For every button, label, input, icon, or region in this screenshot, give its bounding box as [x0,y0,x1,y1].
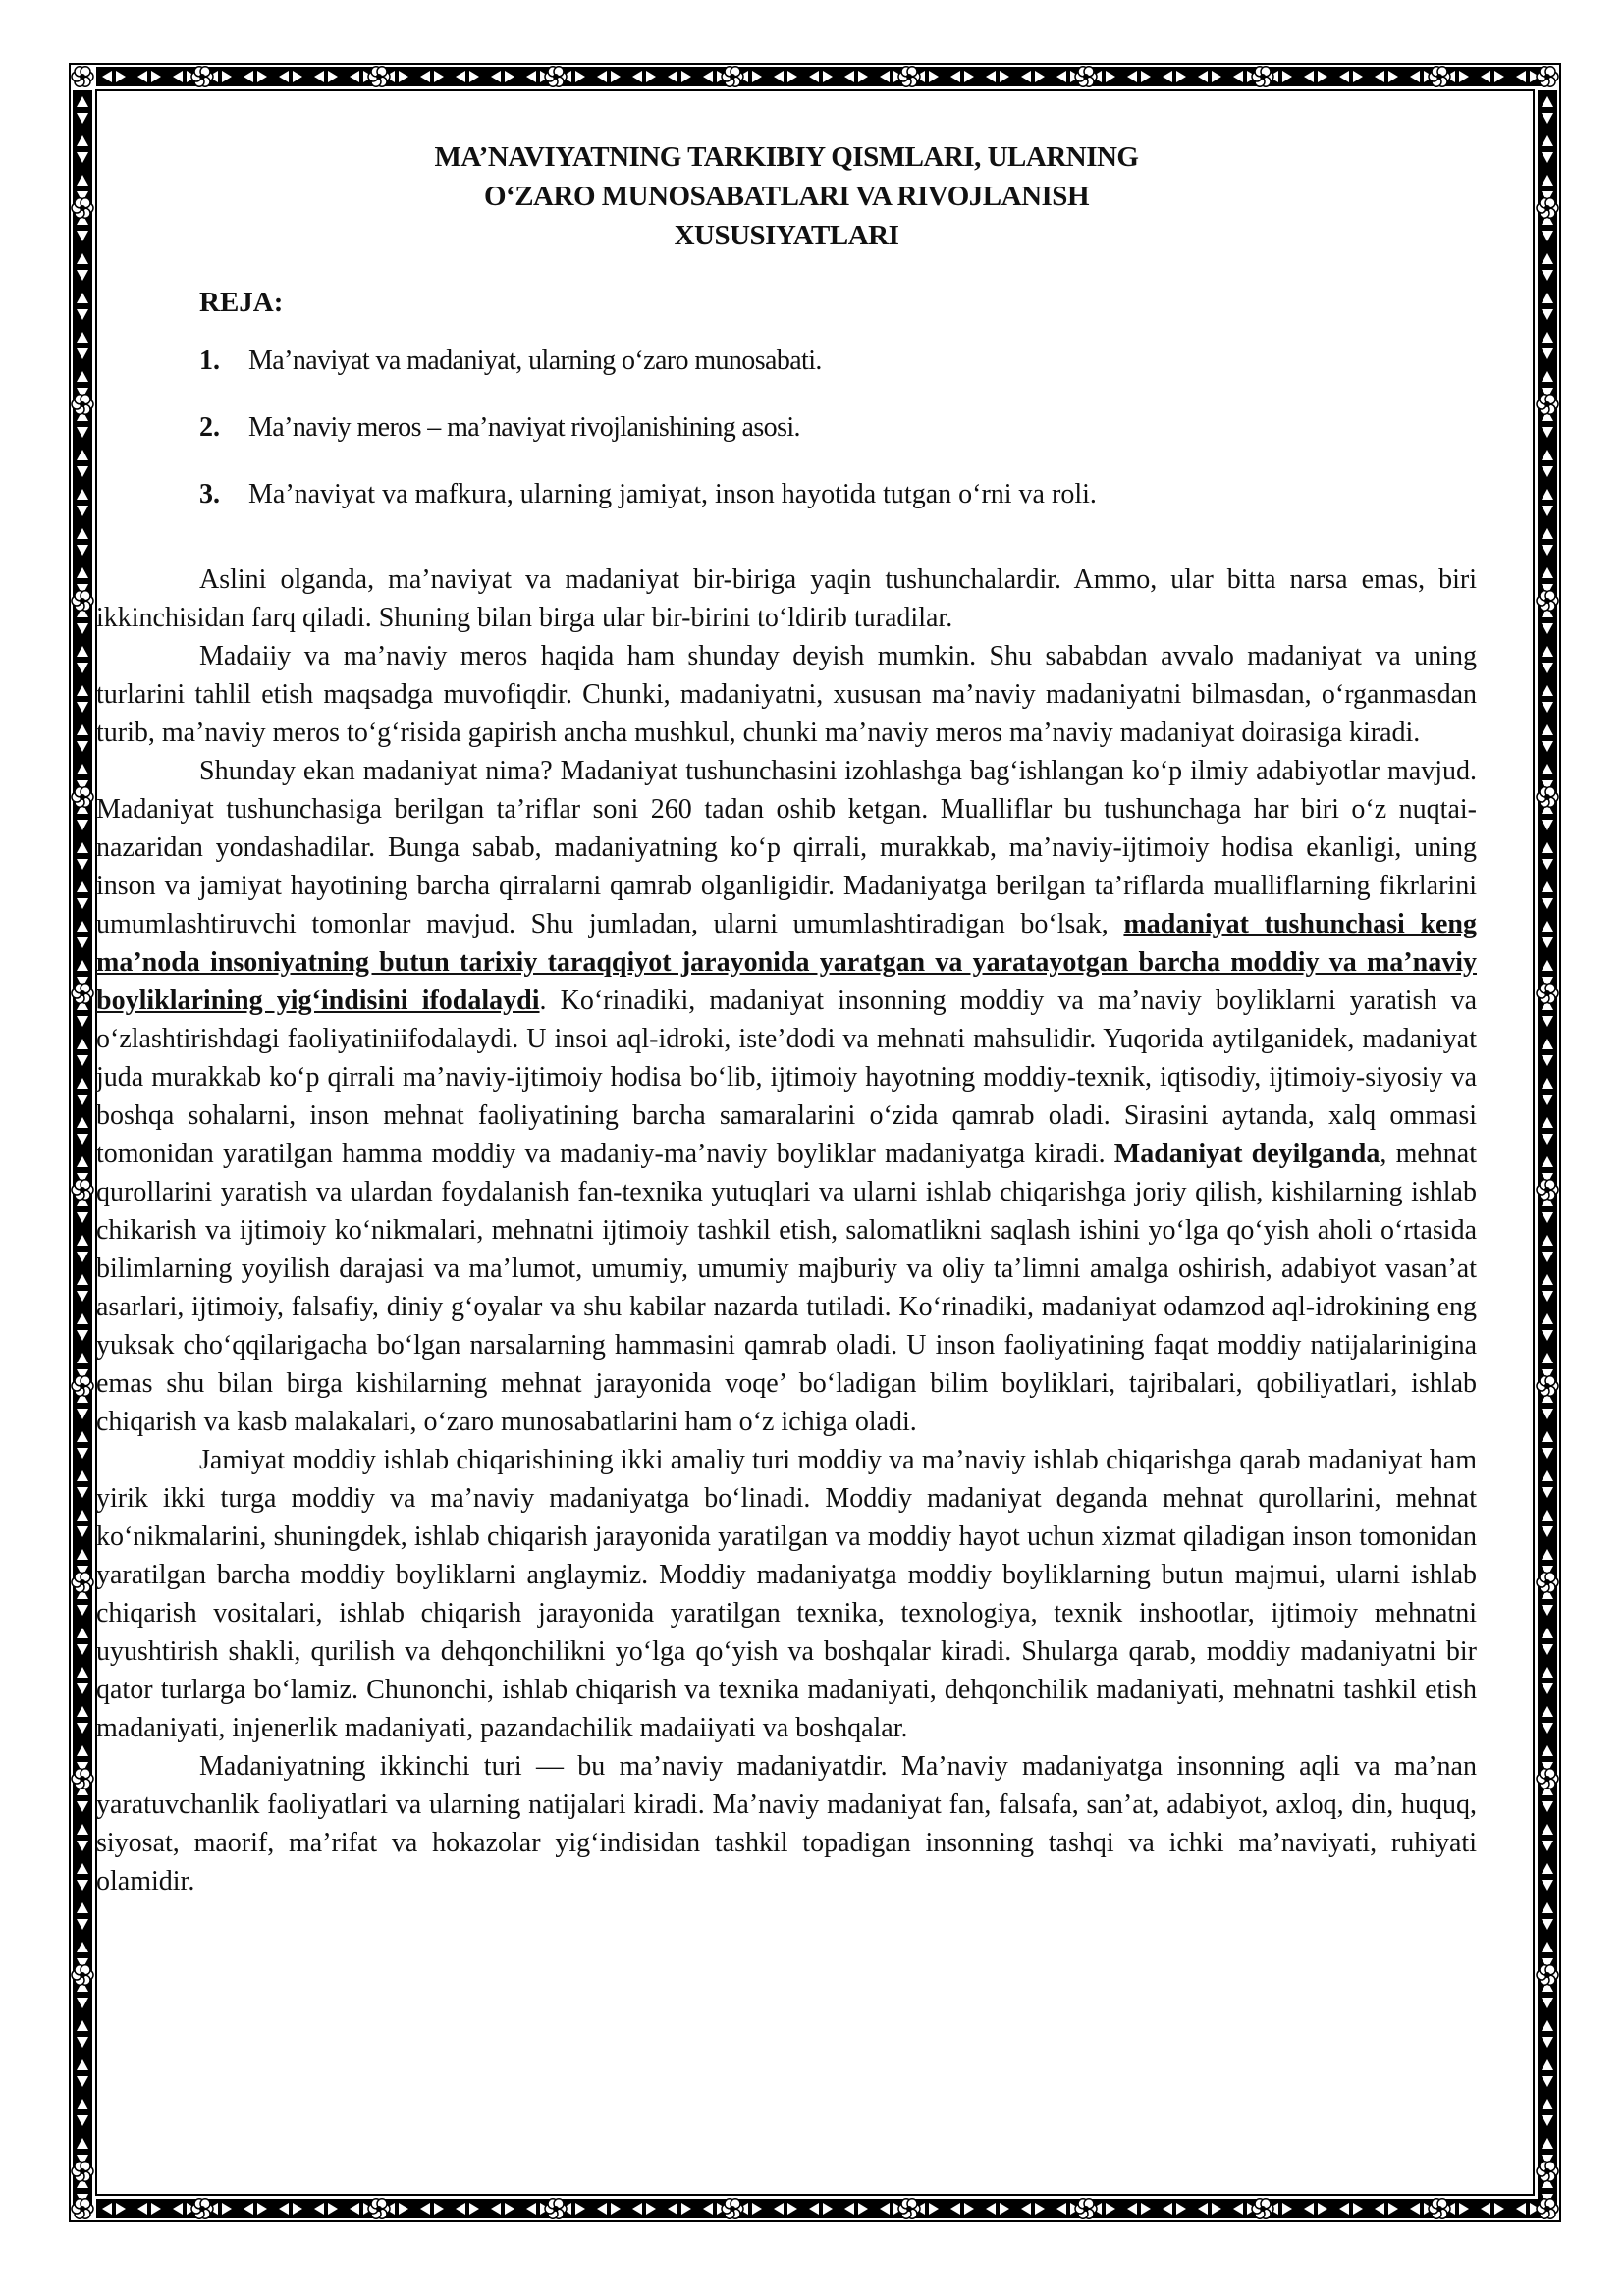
plan-item-number: 3. [199,479,220,509]
paragraph-3-text-b: . Ko‘rinadiki, madaniyat insonning moddiy va ma’naviy boyliklarni yaratish va o‘zlashtirishdagi faoliyatiniifodalaydi. U insoi aql-idroki, iste’dodi va mehnati mahsulidir. Yuqorida aytilganidek, madaniyat juda murakkab ko‘p qirrali ma’naviy-ijtimoiy hodisa bo‘lib, ijtimoiy hayotning moddiy-texnik, iqtisodiy, ijtimoiy-siyosiy va boshqa sohalarni, inson mehnat faoliyatining barcha samaralarini o‘zida qamrab oladi. Sirasini aytanda, xalq ommasi tomonidan yaratilgan hamma moddiy va madaniy-ma’naviy boyliklar madaniyatga kiradi. [96,986,1477,1169]
plan-item-3 [199,478,1477,511]
title-line-1: MA’NAVIYATNING TARKIBIY QISMLARI, ULARNING [434,141,1139,173]
plan-item-text: Ma’naviyat va madaniyat, ularning o‘zaro munosabati. [248,346,822,376]
paragraph-3 [96,752,1477,1441]
plan-item-text: Ma’naviyat va mafkura, ularning jamiyat, inson hayotida tutgan o‘rni va roli. [248,479,1097,509]
paragraph-2: Madaiiy va ma’naviy meros haqida ham shunday deyish mumkin. Shu sababdan avvalo madaniyat va uning turlarini tahlil etish maqsadga muvofiqdir. Chunki, madaniyatni, xususan ma’naviy madaniyatni bilmasdan, o‘rganmasdan turib, ma’naviy meros to‘g‘risida gapirish ancha mushkul, chunki ma’naviy meros ma’naviy madaniyat doirasiga kiradi. [96,641,1477,748]
title-line-3: XUSUSIYATLARI [674,220,899,251]
document-title [96,137,1477,255]
title-line-2: O‘ZARO MUNOSABATLARI VA RIVOJLANISH [484,181,1089,212]
paragraph-3-text-a: Shunday ekan madaniyat nima? Madaniyat tushunchasini izohlashga bag‘ishlangan ko‘p ilmiy adabiyotlar mavjud. Madaniyat tushunchasiga berilgan ta’riflar soni 260 tadan oshib ketgan. Mualliflar bu tushunchaga har biri o‘z nuqtai-nazaridan yondashadilar. Bunga sabab, madaniyatning ko‘p qirrali, murakkab, ma’naviy-ijtimoiy hodisa ekanligi, uning inson va jamiyat hayotining barcha qirralarni qamrab olganligidir. Madaniyatga berilgan ta’riflarda mualliflarning fikrlarini umumlashtiruvchi tomonlar mavjud. Shu jumladan, ularni umumlashtiradigan bo‘lsak, [96,756,1477,939]
document-content [96,128,1477,1900]
paragraph-3-text-c: , mehnat qurollarini yaratish va ulardan foydalanish fan-texnika yutuqlari va ularni ishlab chiqarishga joriy qilish, kishilarning ishlab chikarish va ijtimoiy ko‘nikmalari, mehnatni ijtimoiy tashkil etish, salomatlikni saqlash ishini yo‘lga qo‘yish aholi o‘rtasida bilimlarning yoyilish darajasi va ma’lumot, umumiy, umumiy majburiy va oliy ta’limni amalga oshirish, adabiyot vasan’at asarlari, ijtimoiy, falsafiy, diniy g‘oyalar va shu kabilar nazarda tutiladi. Ko‘rinadiki, madaniyat odamzod aql-idrokining eng yuksak cho‘qqilarigacha bo‘lgan narsalarning hammasini qamrab oladi. U inson faoliyatining faqat moddiy natijalarinigina emas shu bilan birga kishilarning mehnat jarayonida voqe’ bo‘ladigan bilim boyliklari, tajribalari, qobiliyatlari, ishlab chiqarish va kasb malakalari, o‘zaro munosabatlarini ham o‘z ichiga oladi. [96,1139,1477,1437]
paragraph-4: Jamiyat moddiy ishlab chiqarishining ikki amaliy turi moddiy va ma’naviy ishlab chiqarishga qarab madaniyat ham yirik ikki turga moddiy va ma’naviy madaniyatga bo‘linadi. Moddiy madaniyat deganda mehnat qurollarini, mehnat ko‘nikmalarini, shuningdek, ishlab chiqarish jarayonida yaratilgan va moddiy hayot uchun xizmat qiladigan inson tomonidan yaratilgan barcha moddiy boyliklarni anglaymiz. Moddiy madaniyatga moddiy boyliklarning butun majmui, ularni ishlab chiqarish vositalari, ishlab chiqarish jarayonida yaratilgan texnika, texnologiya, texnik inshootlar, ijtimoiy mehnatni uyushtirish shakli, qurilish va dehqonchilikni yo‘lga qo‘yish va boshqalar kiradi. Shularga qarab, moddiy madaniyatni bir qator turlarga bo‘lamiz. Chunonchi, ishlab chiqarish va texnika madaniyati, dehqonchilik madaniyati, mehnatni tashkil etish madaniyati, injenerlik madaniyati, pazandachilik madaiiyati va boshqalar. [96,1445,1477,1743]
plan-item-number: 1. [199,346,220,376]
plan-item-number: 2. [199,412,220,443]
plan-item-text: Ma’naviy meros – ma’naviyat rivojlanishining asosi. [248,412,800,443]
plan-item-1 [199,345,1477,378]
paragraph-1: Aslini olganda, ma’naviyat va madaniyat bir-biriga yaqin tushunchalardir. Ammo, ular bitta narsa emas, biri ikkinchisidan farq qiladi. Shuning bilan birga ular bir-birini to‘ldirib turadilar. [96,564,1477,633]
bold-term: Madaniyat deyilganda [1113,1139,1380,1169]
plan-heading: REJA: [199,287,284,318]
culture-definition: madaniyat tushunchasi keng ma’noda insoniyatning butun tarixiy taraqqiyot jarayonida yaratgan va yaratayotgan barcha moddiy va ma’naviy boyliklarining yig‘indisini ifodalaydi [96,909,1477,1016]
plan-list [96,345,1477,511]
paragraph-5: Madaniyatning ikkinchi turi — bu ma’naviy madaniyatdir. Ma’naviy madaniyatga insonning aqli va ma’nan yaratuvchanlik faoliyatlari va ularning natijalari kiradi. Ma’naviy madaniyat fan, falsafa, san’at, adabiyot, axloq, din, huquq, siyosat, maorif, ma’rifat va hokazolar yig‘indisidan tashkil topadigan insonning tashqi va ichki ma’naviyati, ruhiyati olamidir. [96,1751,1477,1896]
plan-item-2 [199,411,1477,445]
body-text [96,561,1477,1900]
